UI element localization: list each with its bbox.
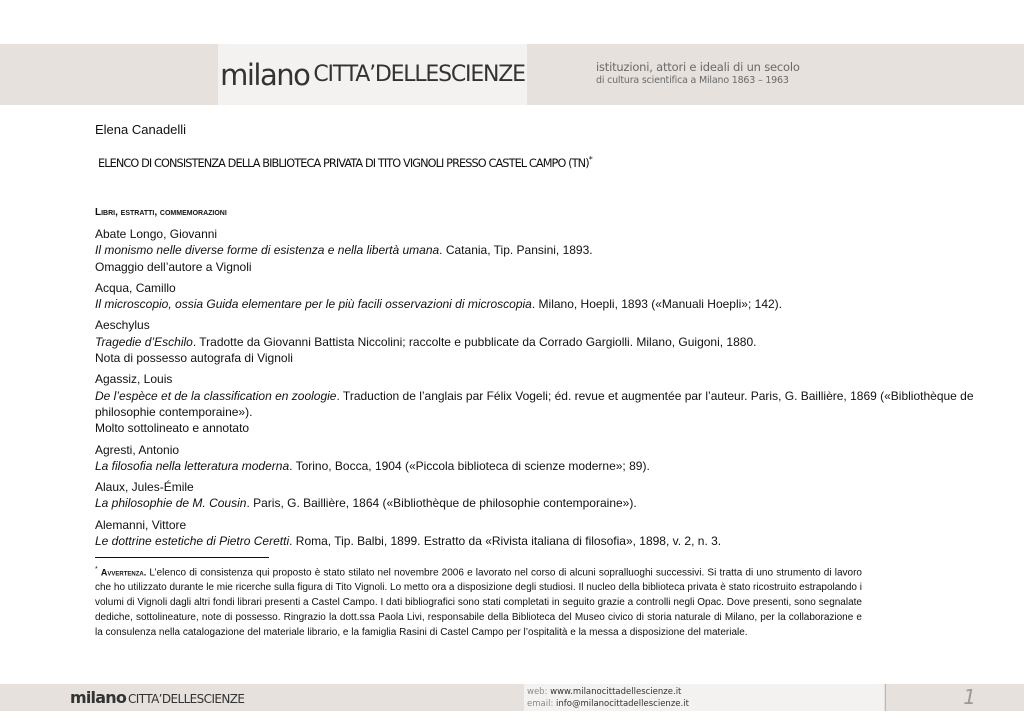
entry-publication: . Tradotte da Giovanni Battista Niccolini; raccolte e pubblicate da Corrado Gargiolli. Milano, Guigoni, 1880. — [192, 334, 757, 349]
entry-note: Omaggio dell’autore a Vignoli — [95, 259, 252, 274]
entry-citation — [95, 388, 1000, 421]
logo-milano: milano — [220, 57, 310, 92]
entry-publication: . Paris, G. Baillière, 1864 («Bibliothèque de philosophie contemporaine»). — [246, 496, 637, 511]
list-item — [95, 280, 1000, 313]
entry-author: Acqua, Camillo — [95, 280, 176, 295]
entry-citation — [95, 242, 1000, 258]
entry-citation — [95, 334, 1000, 350]
footnote — [95, 563, 862, 641]
entry-title: Tragedie d’Eschilo — [95, 334, 193, 349]
list-item — [95, 517, 1000, 550]
web-link[interactable]: www.milanocittadellescienze.it — [550, 687, 682, 697]
footer-logo — [70, 688, 244, 707]
entry-author: Agassiz, Louis — [95, 372, 173, 387]
document-title-text: ELENCO DI CONSISTENZA DELLA BIBLIOTECA PRIVATA DI TITO VIGNOLI PRESSO CASTEL CAMPO (TN) — [98, 156, 589, 170]
entry-title: Il monismo nelle diverse forme di esistenza e nella libertà umana — [95, 243, 440, 258]
footer-logo-rest: CITTA’DELLESCIENZE — [128, 692, 245, 706]
list-item — [95, 317, 1000, 366]
footnote-divider — [95, 557, 269, 558]
entry-citation — [95, 296, 1000, 312]
logo-citta-delle-scienze: CITTA’DELLESCIENZE — [313, 62, 525, 87]
header-logo — [218, 44, 527, 105]
entry-note: Molto sottolineato e annotato — [95, 421, 250, 436]
tagline-line-2: di cultura scientifica a Milano 1863 – 1963 — [596, 75, 789, 86]
list-item — [95, 442, 1000, 475]
section-heading: Libri, estratti, commemorazioni — [95, 207, 227, 218]
list-item — [95, 371, 1000, 436]
list-item — [95, 226, 1000, 275]
entry-citation — [95, 458, 1000, 474]
entry-author: Agresti, Antonio — [95, 442, 180, 457]
email-label: email: — [527, 699, 554, 709]
footer-web — [527, 686, 884, 698]
entry-publication: . Milano, Hoepli, 1893 («Manuali Hoepli»; 142). — [531, 297, 783, 312]
entry-citation — [95, 533, 1000, 549]
list-item — [95, 479, 1000, 512]
entry-author: Alaux, Jules-Émile — [95, 480, 194, 495]
footnote-mark: * — [95, 566, 98, 573]
entry-citation — [95, 495, 1000, 511]
entry-title: Le dottrine estetiche di Pietro Ceretti — [95, 534, 290, 549]
tagline-line-1: istituzioni, attori e ideali di un secolo — [596, 60, 800, 74]
footnote-heading: Avvertenza. — [100, 567, 147, 578]
entry-title: La filosofia nella letteratura moderna — [95, 458, 290, 473]
entry-publication: . Catania, Tip. Pansini, 1893. — [439, 243, 593, 258]
entry-title: La philosophie de M. Cousin — [95, 496, 247, 511]
page-number: 1 — [963, 685, 976, 709]
entry-note: Nota di possesso autografa di Vignoli — [95, 351, 293, 366]
entry-author: Abate Longo, Giovanni — [95, 227, 218, 241]
entry-publication: . Roma, Tip. Balbi, 1899. Estratto da «Rivista italiana di filosofia», 1898, v. 2, n. 3. — [289, 534, 722, 549]
entry-title: Il microscopio, ossia Guida elementare per le più facili osservazioni di microscopia — [95, 297, 532, 312]
header-tagline — [596, 60, 800, 87]
bibliography-list — [95, 226, 1000, 554]
footer-contacts — [524, 684, 884, 711]
footnote-text: L’elenco di consistenza qui proposto è stato stilato nel novembre 2006 e lavorato nel corso di alcuni sopralluoghi successivi. Si tratta di uno strumento di lavoro che ho utilizzato durante le mie ricerche sulla figura di Tito Vignoli. Lo metto ora a disposizione degli studiosi. Il nucleo della biblioteca privata è stato ricostruito estrapolando i volumi di Vignoli dagli altri fondi librari presenti a Castel Campo. I dati bibliografici sono stati completati in seguito grazie a controlli negli Opac. Dove presenti, sono segnalate dediche, sottolineature, note di possesso. Ringrazio la dott.ssa Paola Livi, responsabile della Biblioteca del Museo civico di storia naturale di Milano, per la collaborazione e la consulenza nella catalogazione del materiale librario, e la famiglia Rasini di Castel Campo per l’ospitalità e la messa a disposizione del materiale. — [95, 567, 862, 638]
footer-email — [527, 698, 884, 710]
entry-author: Aeschylus — [95, 318, 150, 333]
entry-publication: . Traduction de l’anglais par Félix Vogeli; éd. revue et augmentée par l’auteur. Paris, G. Baillière, 1869 («Bibliothèque de philosophie contemporaine»). — [95, 388, 974, 419]
document-title — [98, 155, 593, 170]
footer-page-box — [885, 684, 1024, 711]
footer-logo-milano: milano — [70, 688, 127, 707]
document-author: Elena Canadelli — [95, 122, 187, 137]
web-label: web: — [527, 687, 548, 697]
title-footnote-mark: * — [588, 155, 593, 164]
entry-author: Alemanni, Vittore — [95, 517, 187, 532]
entry-publication: . Torino, Bocca, 1904 («Piccola biblioteca di scienze moderne»; 89). — [289, 458, 650, 473]
email-link[interactable]: info@milanocittadellescienze.it — [556, 699, 689, 709]
entry-title: De l’espèce et de la classification en zoologie — [95, 388, 337, 403]
